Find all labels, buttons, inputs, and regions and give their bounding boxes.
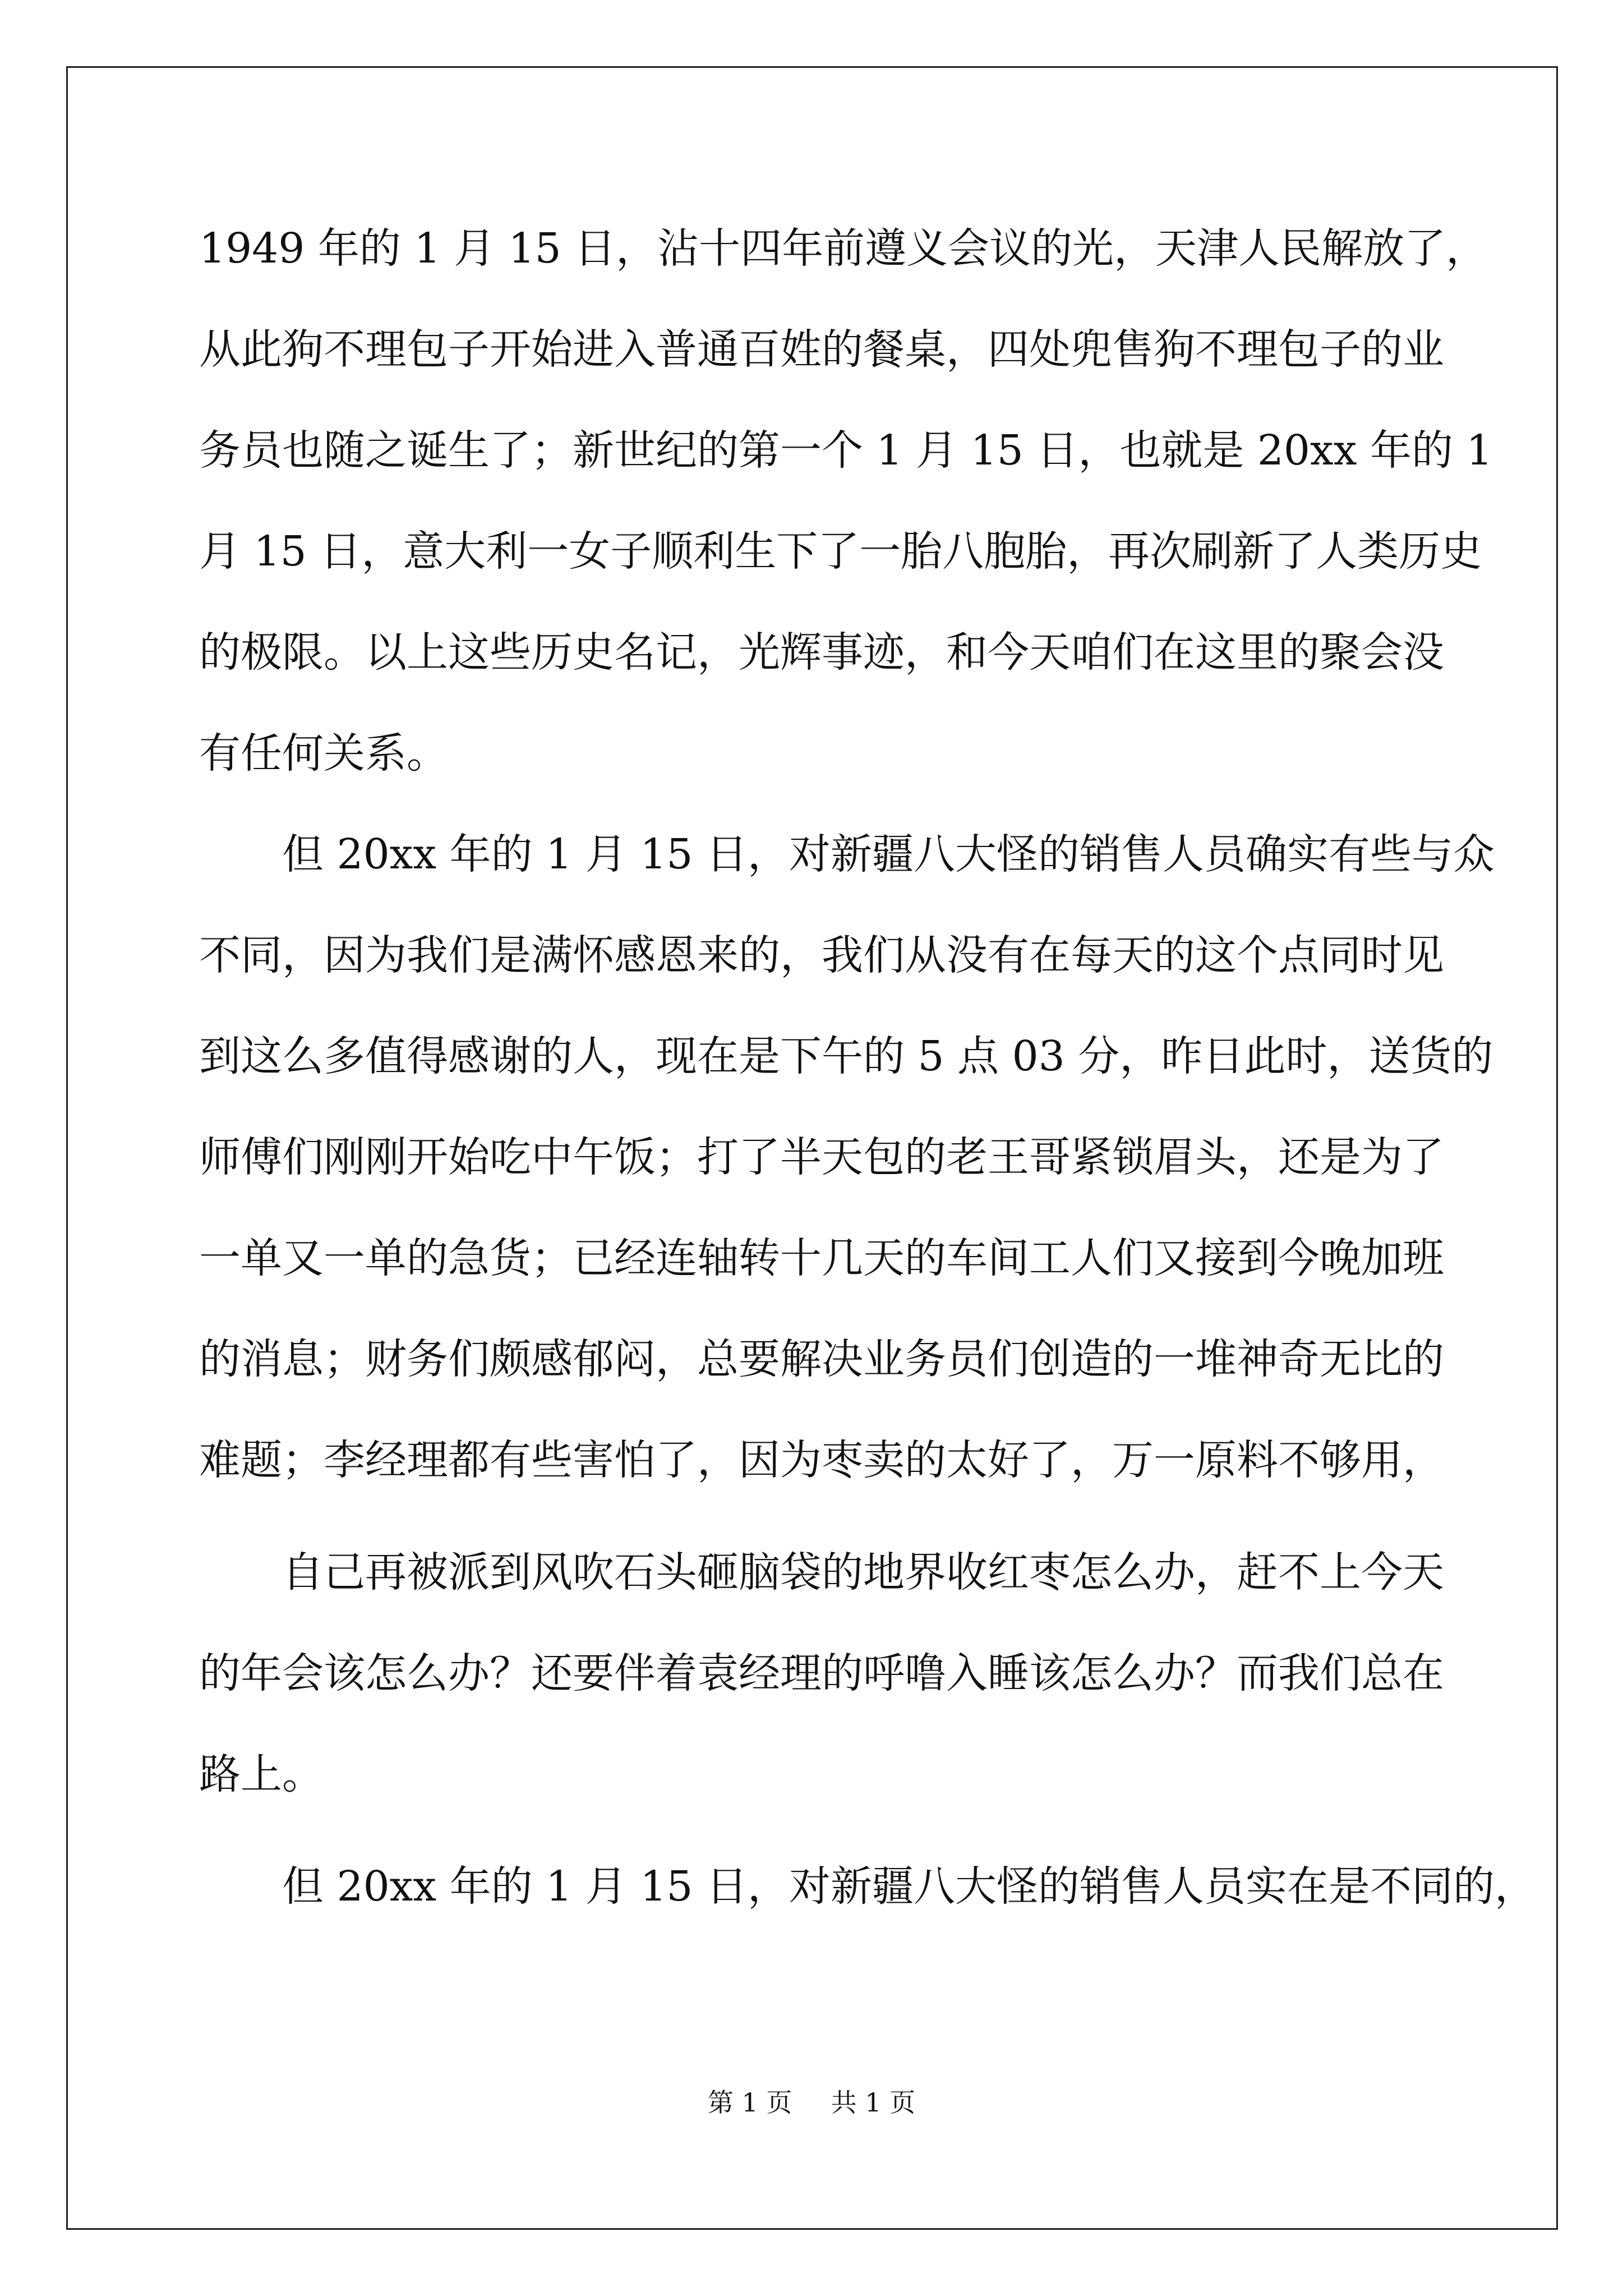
text-line-3: 务员也随之诞生了；新世纪的第一个 1 月 15 日，也就是 20xx 年的 1 <box>199 426 1493 475</box>
text-line-5: 的极限。以上这些历史名记，光辉事迹，和今天咱们在这里的聚会没 <box>199 628 1444 677</box>
text-line-1: 1949 年的 1 月 15 日，沾十四年前遵义会议的光，天津人民解放了， <box>199 224 1488 273</box>
text-line-6: 有任何关系。 <box>199 729 448 777</box>
text-line-10: 师傅们刚刚开始吃中午饭；打了半天包的老王哥紧锁眉头，还是为了 <box>199 1133 1444 1181</box>
page-footer <box>0 2082 1623 2119</box>
text-line-8: 不同，因为我们是满怀感恩来的，我们从没有在每天的这个点同时见 <box>199 931 1444 979</box>
text-line-16: 路上。 <box>199 1750 324 1798</box>
text-line-7: 但 20xx 年的 1 月 15 日，对新疆八大怪的销售人员确实有些与众 <box>199 830 1495 878</box>
text-line-15: 的年会该怎么办？还要伴着袁经理的呼噜入睡该怎么办？而我们总在 <box>199 1649 1444 1697</box>
page-number-total: 共 1 页 <box>831 2087 916 2118</box>
text-line-4: 月 15 日，意大利一女子顺利生下了一胎八胞胎，再次刷新了人类历史 <box>199 527 1482 576</box>
text-line-11: 一单又一单的急货；已经连轴转十几天的车间工人们又接到今晚加班 <box>199 1234 1444 1282</box>
text-line-2: 从此狗不理包子开始进入普通百姓的餐桌，四处兜售狗不理包子的业 <box>199 325 1444 374</box>
page-number-current: 第 1 页 <box>707 2087 792 2118</box>
text-line-9: 到这么多值得感谢的人，现在是下午的 5 点 03 分，昨日此时，送货的 <box>199 1032 1493 1080</box>
text-line-13: 难题；李经理都有些害怕了，因为枣卖的太好了，万一原料不够用， <box>199 1436 1444 1484</box>
text-line-17: 但 20xx 年的 1 月 15 日，对新疆八大怪的销售人员实在是不同的， <box>199 1862 1537 1911</box>
text-line-14: 自己再被派到风吹石头砸脑袋的地界收红枣怎么办，赶不上今天 <box>199 1548 1444 1596</box>
text-line-12: 的消息；财务们颇感郁闷，总要解决业务员们创造的一堆神奇无比的 <box>199 1335 1444 1383</box>
